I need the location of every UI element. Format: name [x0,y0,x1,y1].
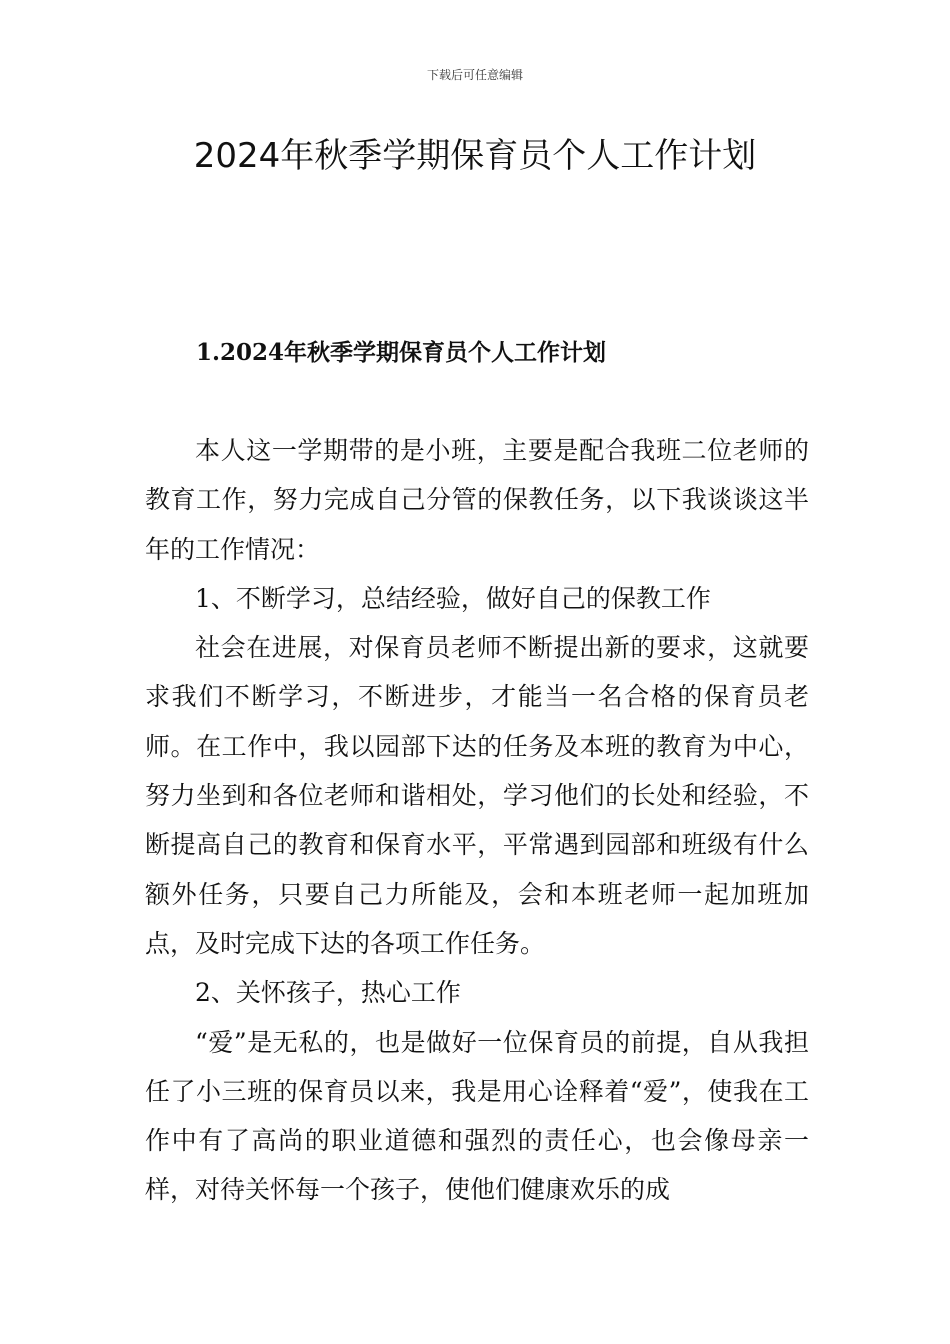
header-note: 下载后可任意编辑 [426,68,523,82]
paragraph-care: “爱”是无私的，也是做好一位保育员的前提，自从我担任了小三班的保育员以来，我是用心诠释着“爱”，使我在工作中有了高尚的职业道德和强烈的责任心，也会像母亲一样，对待关怀每一个孩子，使他们健康欢乐的成 [145,1027,809,1205]
section-heading: 1.2024年秋季学期保育员个人工作计划 [196,339,607,366]
document-body [145,426,809,1215]
paragraph-learning: 社会在进展，对保育员老师不断提出新的要求，这就要求我们不断学习，不断进步，才能当一名合格的保育员老师。在工作中，我以园部下达的任务及本班的教育为中心，努力坐到和各位老师和谐相处，学习他们的长处和经验，不断提高自己的教育和保育水平，平常遇到园部和班级有什么额外任务，只要自己力所能及，会和本班老师一起加班加点，及时完成下达的各项工作任务。 [145,633,809,958]
document-title: 2024年秋季学期保育员个人工作计划 [193,136,757,176]
paragraph-subheading-care: 2、关怀孩子，热心工作 [195,978,461,1008]
paragraph-subheading-learning: 1、不断学习，总结经验，做好自己的保教工作 [195,583,711,613]
paragraph-intro: 本人这一学期带的是小班，主要是配合我班二位老师的教育工作，努力完成自己分管的保教任务，以下我谈谈这半年的工作情况： [145,436,809,564]
